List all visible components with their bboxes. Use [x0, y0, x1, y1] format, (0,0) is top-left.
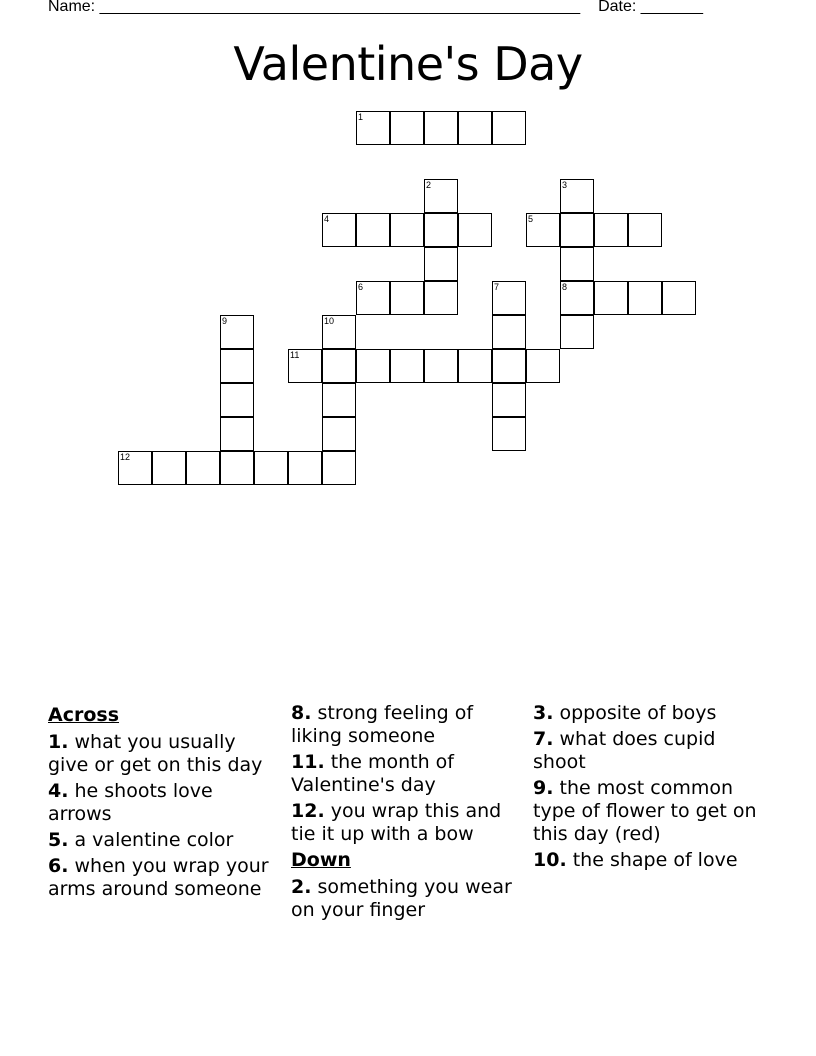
clue-text: the most common type of flower to get on this day (red) [533, 777, 757, 845]
grid-cell[interactable] [458, 111, 492, 145]
grid-cell[interactable] [594, 281, 628, 315]
column1-clues [48, 731, 280, 901]
grid-cell[interactable] [322, 315, 356, 349]
across-heading: Across [48, 704, 120, 726]
clue-text: he shoots love arrows [48, 780, 213, 825]
grid-cell[interactable] [458, 349, 492, 383]
clue-text: what you usually give or get on this day [48, 731, 263, 776]
grid-cell[interactable] [390, 349, 424, 383]
clue-item [533, 728, 765, 774]
grid-cell[interactable] [424, 213, 458, 247]
grid-cell[interactable] [356, 111, 390, 145]
grid-cell[interactable] [322, 349, 356, 383]
grid-cell[interactable] [118, 451, 152, 485]
clue-item [533, 849, 765, 872]
grid-cell[interactable] [322, 451, 356, 485]
grid-cell[interactable] [492, 111, 526, 145]
grid-cell[interactable] [628, 281, 662, 315]
clue-number: 7. [533, 728, 554, 750]
grid-cell[interactable] [458, 213, 492, 247]
clue-text: opposite of boys [559, 702, 717, 724]
clue-number: 10. [533, 849, 567, 871]
clue-column-1 [48, 702, 280, 904]
grid-cell[interactable] [492, 417, 526, 451]
cell-number: 2 [426, 180, 432, 190]
grid-cell[interactable] [526, 349, 560, 383]
grid-cell[interactable] [492, 349, 526, 383]
grid-cell[interactable] [220, 383, 254, 417]
down-heading: Down [291, 849, 351, 871]
grid-cell[interactable] [322, 417, 356, 451]
grid-cell[interactable] [424, 111, 458, 145]
grid-cell[interactable] [288, 451, 322, 485]
cell-number: 6 [358, 282, 364, 292]
grid-cell[interactable] [288, 349, 322, 383]
grid-cell[interactable] [186, 451, 220, 485]
clue-text: strong feeling of liking someone [291, 702, 474, 747]
grid-cell[interactable] [560, 213, 594, 247]
clue-number: 2. [291, 876, 312, 898]
cell-number: 5 [528, 214, 534, 224]
grid-cell[interactable] [492, 315, 526, 349]
grid-cell[interactable] [424, 247, 458, 281]
grid-cell[interactable] [628, 213, 662, 247]
clue-item [291, 800, 523, 846]
grid-cell[interactable] [662, 281, 696, 315]
clue-text: what does cupid shoot [533, 728, 716, 773]
grid-cell[interactable] [560, 179, 594, 213]
name-label: Name: ______________________________________________________ [48, 0, 581, 15]
clue-item [48, 855, 280, 901]
grid-cell[interactable] [424, 349, 458, 383]
grid-cell[interactable] [220, 315, 254, 349]
grid-cell[interactable] [424, 281, 458, 315]
clue-column-2 [291, 702, 523, 925]
clue-number: 11. [291, 751, 325, 773]
cell-number: 11 [290, 350, 300, 360]
clue-text: you wrap this and tie it up with a bow [291, 800, 502, 845]
grid-cell[interactable] [594, 213, 628, 247]
grid-cell[interactable] [560, 315, 594, 349]
grid-cell[interactable] [424, 179, 458, 213]
column2-across-clues [291, 702, 523, 846]
clue-number: 4. [48, 780, 69, 802]
grid-cell[interactable] [390, 111, 424, 145]
grid-cell[interactable] [254, 451, 288, 485]
clue-text: the month of Valentine's day [291, 751, 454, 796]
grid-cell[interactable] [220, 349, 254, 383]
clue-number: 8. [291, 702, 312, 724]
grid-cell[interactable] [560, 247, 594, 281]
clue-item [291, 876, 523, 922]
clue-item [291, 751, 523, 797]
clue-number: 9. [533, 777, 554, 799]
cell-number: 1 [358, 112, 364, 122]
cell-number: 9 [222, 316, 228, 326]
clue-item [48, 780, 280, 826]
grid-cell[interactable] [322, 213, 356, 247]
clue-item [533, 702, 765, 725]
cell-number: 3 [562, 180, 568, 190]
grid-cell[interactable] [356, 281, 390, 315]
grid-cell[interactable] [152, 451, 186, 485]
cell-number: 7 [494, 282, 500, 292]
grid-cell[interactable] [390, 281, 424, 315]
clue-text: something you wear on your finger [291, 876, 512, 921]
clue-number: 5. [48, 829, 69, 851]
grid-cell[interactable] [492, 383, 526, 417]
grid-cell[interactable] [526, 213, 560, 247]
grid-cell[interactable] [322, 383, 356, 417]
name-date-line [48, 0, 703, 16]
cell-number: 8 [562, 282, 568, 292]
grid-cell[interactable] [356, 349, 390, 383]
grid-cell[interactable] [492, 281, 526, 315]
clue-number: 12. [291, 800, 325, 822]
cell-number: 12 [120, 452, 131, 462]
grid-cell[interactable] [390, 213, 424, 247]
clue-text: when you wrap your arms around someone [48, 855, 269, 900]
clue-text: a valentine color [74, 829, 234, 851]
clue-text: the shape of love [572, 849, 738, 871]
clue-item [533, 777, 765, 846]
column3-clues [533, 702, 765, 872]
clue-number: 1. [48, 731, 69, 753]
page-title: Valentine's Day [233, 37, 583, 91]
clue-item [48, 731, 280, 777]
clue-item [291, 702, 523, 748]
cell-number: 10 [324, 316, 335, 326]
grid-cell[interactable] [220, 451, 254, 485]
clue-item [48, 829, 280, 852]
column2-down-clues [291, 876, 523, 922]
date-label: Date: _______ [598, 0, 704, 15]
clue-column-3 [533, 702, 765, 875]
grid-cell[interactable] [220, 417, 254, 451]
grid-cell[interactable] [356, 213, 390, 247]
clue-number: 6. [48, 855, 69, 877]
cell-number: 4 [324, 214, 330, 224]
grid-cell[interactable] [560, 281, 594, 315]
clue-number: 3. [533, 702, 554, 724]
